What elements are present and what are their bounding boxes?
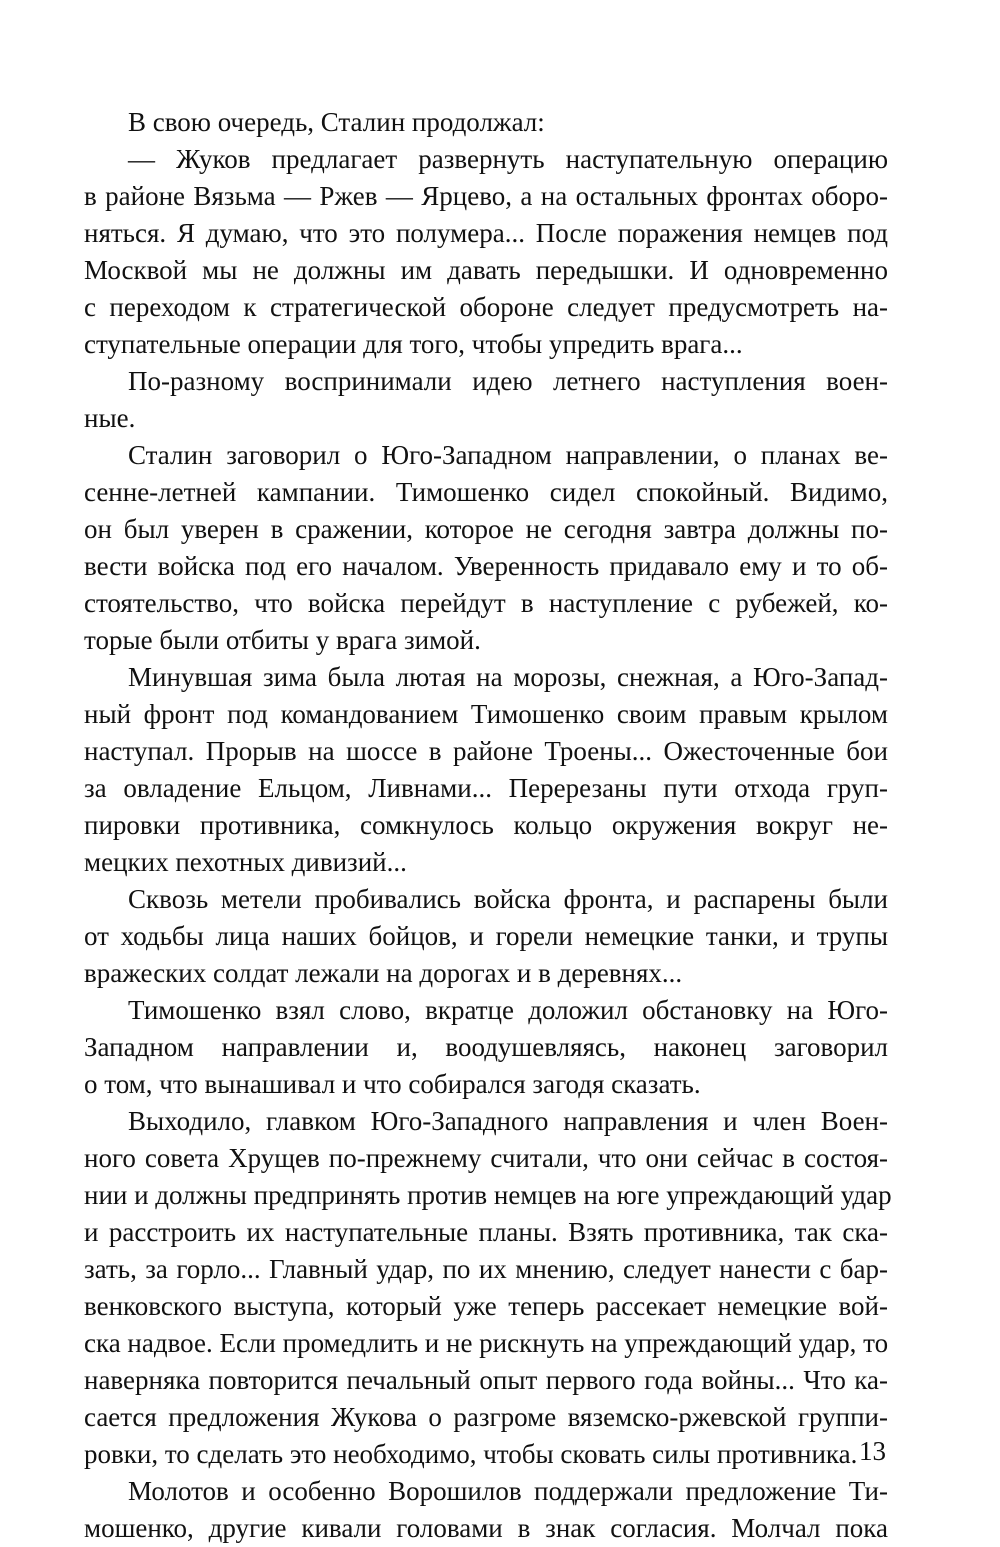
text-line: В свою очередь, Сталин продолжал: <box>128 107 545 137</box>
text-line: стоятельство, что войска перейдут в наступление с рубежей, ко- <box>84 588 888 618</box>
text-line: Тимошенко взял слово, вкратце доложил обстановку на Юго- <box>128 995 888 1025</box>
text-line: пировки противника, сомкнулось кольцо окружения вокруг не- <box>84 810 888 840</box>
text-line: наверняка повторится печальный опыт первого года войны... Что ка- <box>84 1365 888 1395</box>
text-line: наступал. Прорыв на шоссе в районе Троены... Ожесточенные бои <box>84 736 888 766</box>
text-line: — Жуков предлагает развернуть наступательную операцию <box>128 144 888 174</box>
text-line: Сталин заговорил о Юго-Западном направлении, о планах ве- <box>128 440 888 470</box>
text-line: Западном направлении и, воодушевляясь, наконец заговорил <box>84 1032 888 1062</box>
body-text <box>84 104 892 1547</box>
text-line: Минувшая зима была лютая на морозы, снежная, а Юго-Запад- <box>128 662 888 692</box>
text-line: он был уверен в сражении, которое не сегодня завтра должны по- <box>84 514 888 544</box>
text-line: ступательные операции для того, чтобы упредить врага... <box>84 329 743 359</box>
text-line: в районе Вязьма — Ржев — Ярцево, а на остальных фронтах оборо- <box>84 181 888 211</box>
text-line: вражеских солдат лежали на дорогах и в деревнях... <box>84 958 683 988</box>
page-number: 13 <box>859 1436 886 1466</box>
text-line: ного совета Хрущев по-прежнему считали, что они сейчас в состоя- <box>84 1143 888 1173</box>
text-line: венковского выступа, который уже теперь рассекает немецкие вой- <box>84 1291 888 1321</box>
text-line: за овладение Ельцом, Ливнами... Перерезаны пути отхода груп- <box>84 773 888 803</box>
text-line: вести войска под его началом. Уверенность придавало ему и то об- <box>84 551 888 581</box>
text-line: с переходом к стратегической обороне следует предусмотреть на- <box>84 292 888 322</box>
text-line: нии и должны предпринять против немцев на юге упреждающий удар <box>84 1180 892 1210</box>
text-line: няться. Я думаю, что это полумера... После поражения немцев под <box>84 218 888 248</box>
text-line: ный фронт под командованием Тимошенко своим правым крылом <box>84 699 888 729</box>
text-line: мошенко, другие кивали головами в знак согласия. Молчал пока <box>84 1513 888 1543</box>
text-line: ные. <box>84 403 136 433</box>
text-line: Выходило, главком Юго-Западного направления и член Воен- <box>128 1106 888 1136</box>
text-line: ска надвое. Если промедлить и не рискнуть на упреждающий удар, то <box>84 1328 889 1358</box>
text-line: Сквозь метели пробивались войска фронта, и распарены были <box>128 884 888 914</box>
text-line: сается предложения Жукова о разгроме вяземско-ржевской группи- <box>84 1402 888 1432</box>
text-line: зать, за горло... Главный удар, по их мнению, следует нанести с бар- <box>84 1254 888 1284</box>
text-line: о том, что вынашивал и что собирался загодя сказать. <box>84 1069 701 1099</box>
text-line: Молотов и особенно Ворошилов поддержали предложение Ти- <box>128 1476 888 1506</box>
text-line: и расстроить их наступательные планы. Взять противника, так ска- <box>84 1217 888 1247</box>
text-line: торые были отбиты у врага зимой. <box>84 625 481 655</box>
text-line: ровки, то сделать это необходимо, чтобы сковать силы противника. <box>84 1439 858 1469</box>
text-line: от ходьбы лица наших бойцов, и горели немецкие танки, и трупы <box>84 921 888 951</box>
text-line: По-разному воспринимали идею летнего наступления воен- <box>128 366 888 396</box>
text-line: Москвой мы не должны им давать передышки. И одновременно <box>84 255 888 285</box>
text-line: мецких пехотных дивизий... <box>84 847 407 877</box>
text-line: сенне-летней кампании. Тимошенко сидел спокойный. Видимо, <box>84 477 888 507</box>
